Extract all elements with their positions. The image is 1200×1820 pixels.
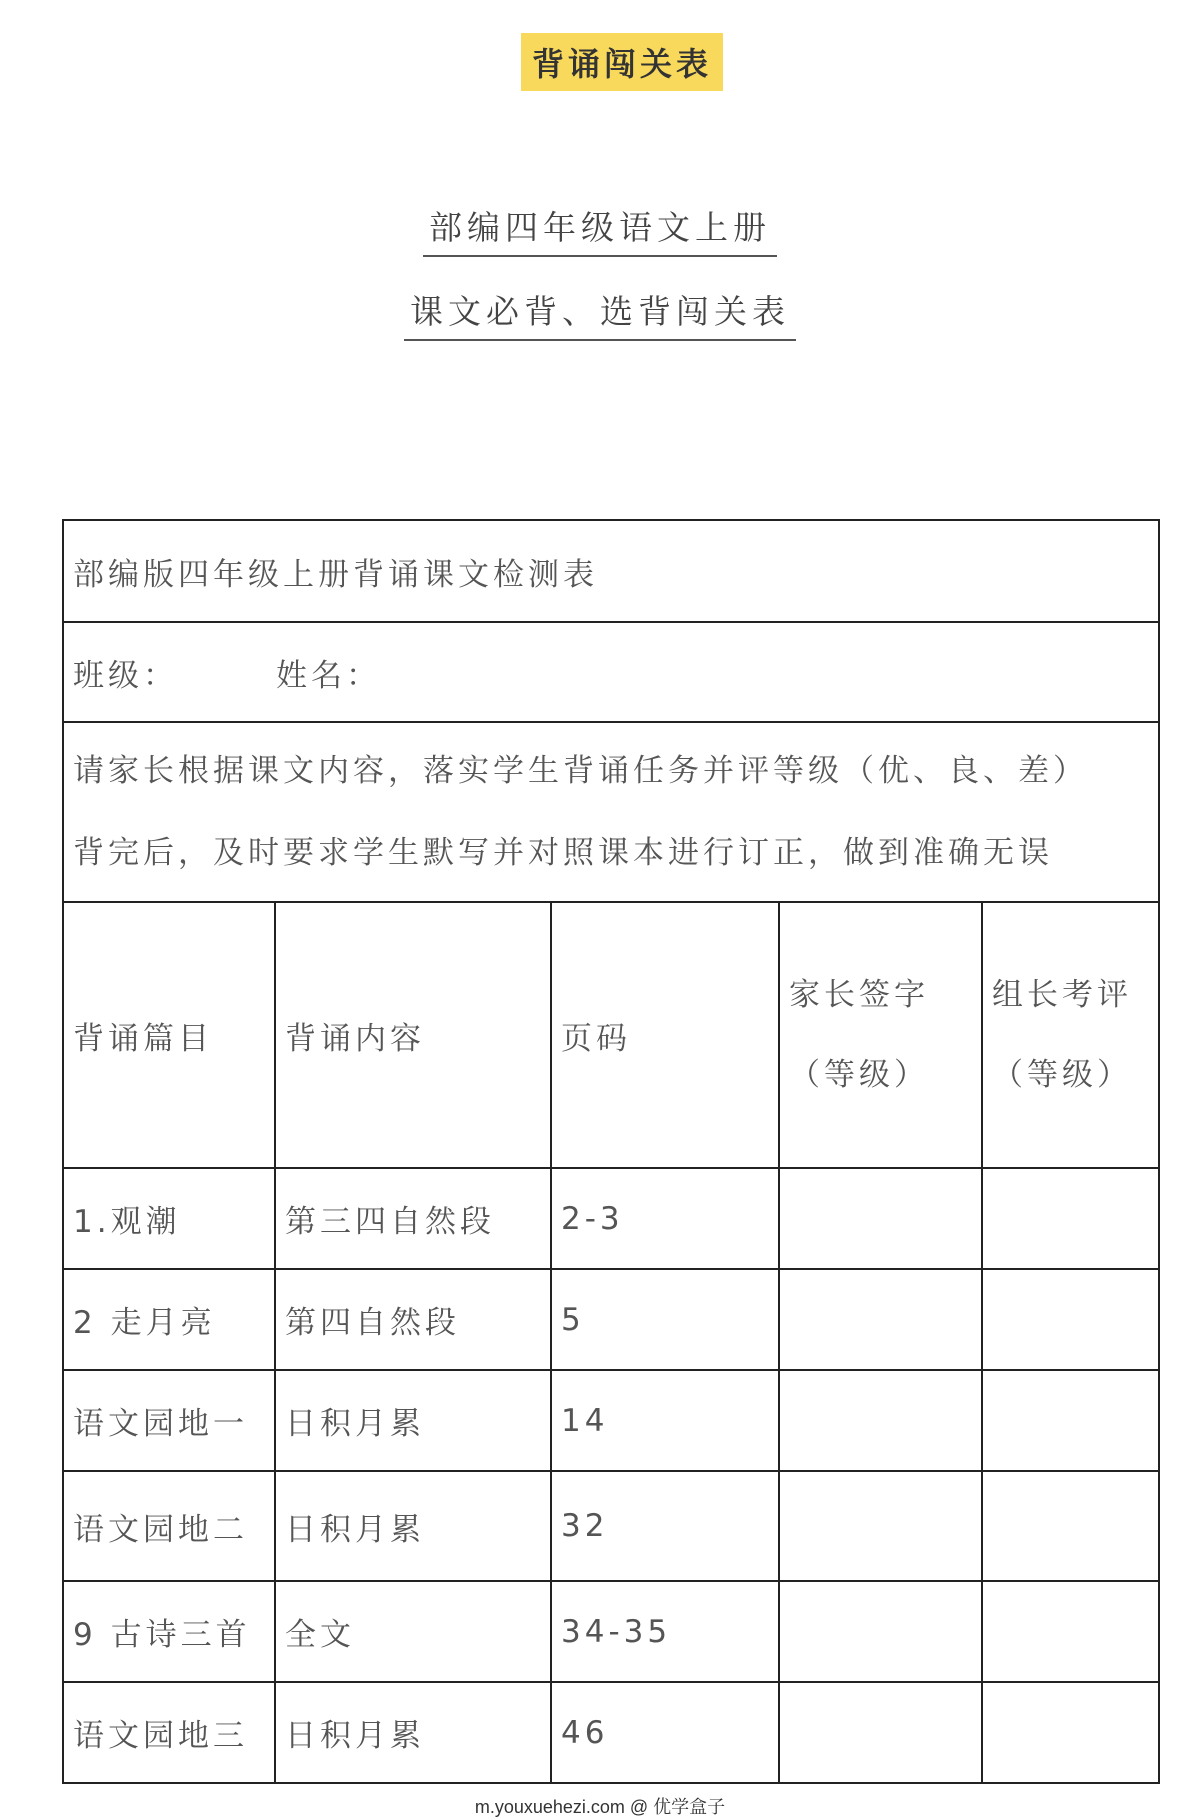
leader-review-cell[interactable]	[982, 1370, 1159, 1471]
name-label: 姓名：	[276, 657, 381, 694]
row-page: 14	[551, 1370, 779, 1471]
leader-grade-label: （等级）	[992, 1057, 1132, 1093]
row-title: 语文园地二	[63, 1471, 275, 1581]
parent-signature-cell[interactable]	[779, 1682, 982, 1783]
instruction-row	[63, 722, 1159, 902]
parent-signature-cell[interactable]	[779, 1581, 982, 1682]
badge-title: 背诵闯关表	[521, 33, 723, 91]
leader-review-cell[interactable]	[982, 1269, 1159, 1370]
row-content: 全文	[275, 1581, 551, 1682]
page-title-line2: 课文必背、选背闯关表	[404, 286, 796, 341]
leader-review-cell[interactable]	[982, 1682, 1159, 1783]
instruction-line2: 背完后，及时要求学生默写并对照课本进行订正，做到准确无误	[73, 835, 1053, 871]
row-title: 1.观潮	[63, 1168, 275, 1269]
row-title: 9 古诗三首	[63, 1581, 275, 1682]
row-content: 日积月累	[275, 1370, 551, 1471]
column-header-page: 页码	[551, 902, 779, 1168]
leader-review-label: 组长考评	[992, 977, 1132, 1013]
parent-grade-label: （等级）	[789, 1057, 929, 1093]
row-content: 第三四自然段	[275, 1168, 551, 1269]
column-header-content: 背诵内容	[275, 902, 551, 1168]
column-header-parent	[779, 902, 982, 1168]
table-heading-row	[63, 520, 1159, 622]
row-page: 2-3	[551, 1168, 779, 1269]
recitation-checklist-table	[62, 519, 1160, 1784]
row-page: 34-35	[551, 1581, 779, 1682]
leader-review-cell[interactable]	[982, 1168, 1159, 1269]
student-info-cell	[63, 622, 1159, 722]
table-row	[63, 1581, 1159, 1682]
parent-signature-cell[interactable]	[779, 1168, 982, 1269]
parent-signature-cell[interactable]	[779, 1269, 982, 1370]
instruction-cell	[63, 722, 1159, 902]
row-title: 2 走月亮	[63, 1269, 275, 1370]
page-subtitle	[0, 286, 1200, 341]
table-row	[63, 1269, 1159, 1370]
leader-review-cell[interactable]	[982, 1581, 1159, 1682]
row-content: 日积月累	[275, 1471, 551, 1581]
row-page: 5	[551, 1269, 779, 1370]
table-row	[63, 1682, 1159, 1783]
table-row	[63, 1370, 1159, 1471]
row-content: 日积月累	[275, 1682, 551, 1783]
class-label: 班级：	[73, 657, 178, 694]
row-title: 语文园地一	[63, 1370, 275, 1471]
instruction-line1: 请家长根据课文内容，落实学生背诵任务并评等级（优、良、差）	[73, 753, 1088, 789]
footer-watermark: m.youxuehezi.com @ 优学盒子	[474, 1797, 726, 1817]
row-page: 46	[551, 1682, 779, 1783]
row-content: 第四自然段	[275, 1269, 551, 1370]
parent-signature-label: 家长签字	[789, 977, 929, 1013]
parent-signature-cell[interactable]	[779, 1370, 982, 1471]
column-header-title: 背诵篇目	[63, 902, 275, 1168]
page-title	[0, 202, 1200, 257]
table-heading: 部编版四年级上册背诵课文检测表	[63, 520, 1159, 622]
column-header-leader	[982, 902, 1159, 1168]
row-title: 语文园地三	[63, 1682, 275, 1783]
table-row	[63, 1168, 1159, 1269]
student-info-row	[63, 622, 1159, 722]
table-row	[63, 1471, 1159, 1581]
leader-review-cell[interactable]	[982, 1471, 1159, 1581]
row-page: 32	[551, 1471, 779, 1581]
parent-signature-cell[interactable]	[779, 1471, 982, 1581]
column-header-row	[63, 902, 1159, 1168]
page-title-line1: 部编四年级语文上册	[423, 202, 777, 257]
